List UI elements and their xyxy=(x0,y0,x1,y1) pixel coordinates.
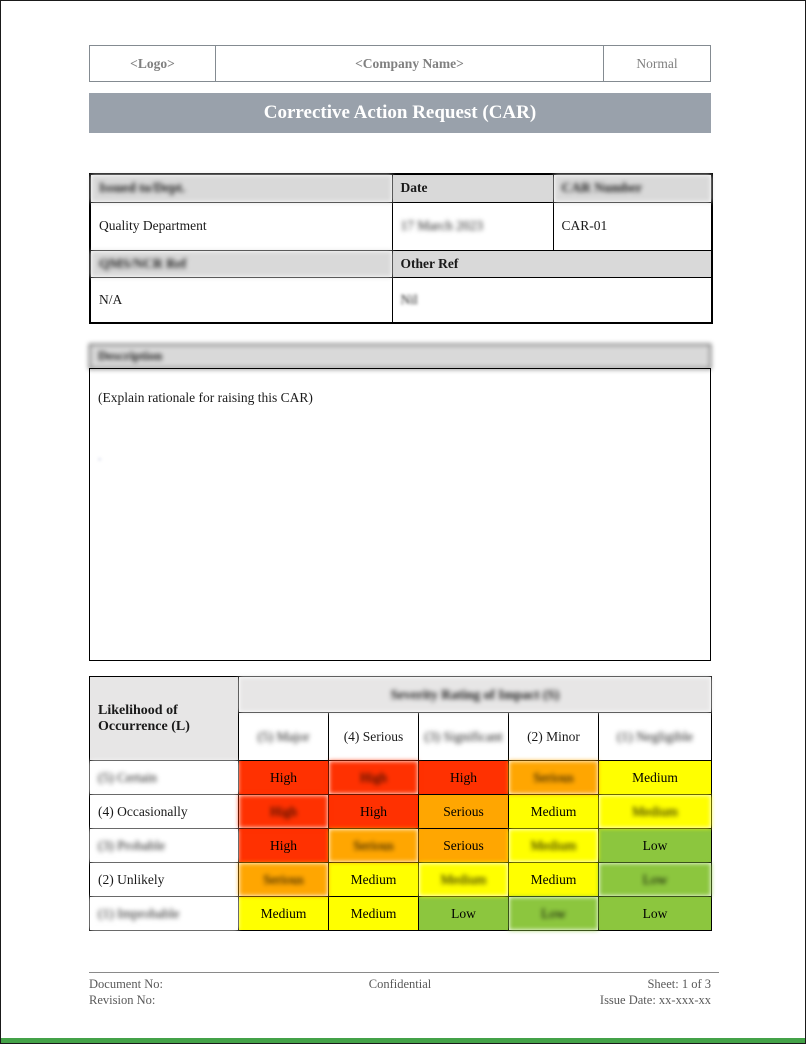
page-header-table xyxy=(89,45,711,82)
company-name: <Company Name> xyxy=(216,46,604,81)
severity-col-header: (1) Negligible xyxy=(599,713,712,761)
risk-cell: High xyxy=(239,795,329,829)
other-ref-label: Other Ref xyxy=(392,250,712,277)
risk-cell: High xyxy=(239,761,329,795)
risk-cell: Medium xyxy=(509,829,599,863)
description-placeholder: (Explain rationale for raising this CAR) xyxy=(98,390,313,405)
severity-col-header: (5) Major xyxy=(239,713,329,761)
risk-cell: Low xyxy=(599,897,712,931)
issued-to-label: Issued to/Dept. xyxy=(90,174,392,202)
risk-cell: High xyxy=(329,795,419,829)
risk-cell: Serious xyxy=(419,829,509,863)
sheet-number: Sheet: 1 of 3 xyxy=(647,977,711,991)
risk-cell: High xyxy=(329,761,419,795)
matrix-row xyxy=(90,897,712,931)
severity-axis-label: Severity Rating of Impact (S) xyxy=(239,677,712,713)
likelihood-row-label: (2) Unlikely xyxy=(90,863,239,897)
bottom-accent-bar xyxy=(1,1038,806,1043)
ref-header-row xyxy=(90,250,712,277)
risk-cell: Serious xyxy=(239,863,329,897)
likelihood-row-label: (4) Occasionally xyxy=(90,795,239,829)
info-value-row xyxy=(90,202,712,250)
risk-cell: High xyxy=(239,829,329,863)
footer-divider xyxy=(89,972,719,973)
risk-cell: Low xyxy=(599,863,712,897)
car-number-label: CAR Number xyxy=(553,174,712,202)
ref-value-row xyxy=(90,277,712,323)
description-label: Description xyxy=(89,344,711,369)
risk-cell: Medium xyxy=(599,795,712,829)
document-title: Corrective Action Request (CAR) xyxy=(89,93,711,133)
risk-cell: Low xyxy=(509,897,599,931)
risk-cell: Medium xyxy=(419,863,509,897)
severity-col-header: (3) Significant xyxy=(419,713,509,761)
risk-cell: Medium xyxy=(239,897,329,931)
severity-col-header: (2) Minor xyxy=(509,713,599,761)
severity-col-header: (4) Serious xyxy=(329,713,419,761)
revision-no-label: Revision No: xyxy=(89,993,156,1007)
qms-ncr-ref-label: QMS/NCR Ref xyxy=(90,250,392,277)
risk-matrix xyxy=(89,676,712,931)
risk-cell: Medium xyxy=(329,897,419,931)
risk-cell: High xyxy=(419,761,509,795)
info-table xyxy=(89,173,713,324)
risk-cell: Medium xyxy=(509,863,599,897)
footer-right xyxy=(89,976,711,1008)
risk-cell: Low xyxy=(599,829,712,863)
confidential-label: Confidential xyxy=(368,977,432,991)
date-value: 17 March 2023 xyxy=(392,202,553,250)
risk-cell: Low xyxy=(419,897,509,931)
risk-cell: Serious xyxy=(419,795,509,829)
risk-cell: Medium xyxy=(329,863,419,897)
matrix-row xyxy=(90,829,712,863)
classification-label: Normal xyxy=(636,55,678,71)
car-number-value: CAR-01 xyxy=(553,202,712,250)
other-ref-value: Nil xyxy=(392,277,712,323)
date-label: Date xyxy=(392,174,553,202)
qms-ncr-ref-value: N/A xyxy=(90,277,392,323)
matrix-row xyxy=(90,863,712,897)
risk-cell: Serious xyxy=(329,829,419,863)
likelihood-row-label: (5) Certain xyxy=(90,761,239,795)
logo-placeholder: <Logo> xyxy=(90,46,216,81)
description-field xyxy=(89,368,711,661)
risk-cell: Serious xyxy=(509,761,599,795)
likelihood-row-label: (1) Improbable xyxy=(90,897,239,931)
risk-cell: Medium xyxy=(509,795,599,829)
info-header-row xyxy=(90,174,712,202)
description-note: . xyxy=(98,448,102,463)
matrix-row xyxy=(90,795,712,829)
issued-to-value: Quality Department xyxy=(90,202,392,250)
risk-cell: Medium xyxy=(599,761,712,795)
document-no-label: Document No: xyxy=(89,977,163,991)
likelihood-row-label: (3) Probable xyxy=(90,829,239,863)
likelihood-axis-label: Likelihood of Occurrence (L) xyxy=(90,677,239,761)
matrix-row xyxy=(90,761,712,795)
issue-date: Issue Date: xx-xxx-xx xyxy=(599,993,711,1007)
matrix-axis-row xyxy=(90,677,712,713)
